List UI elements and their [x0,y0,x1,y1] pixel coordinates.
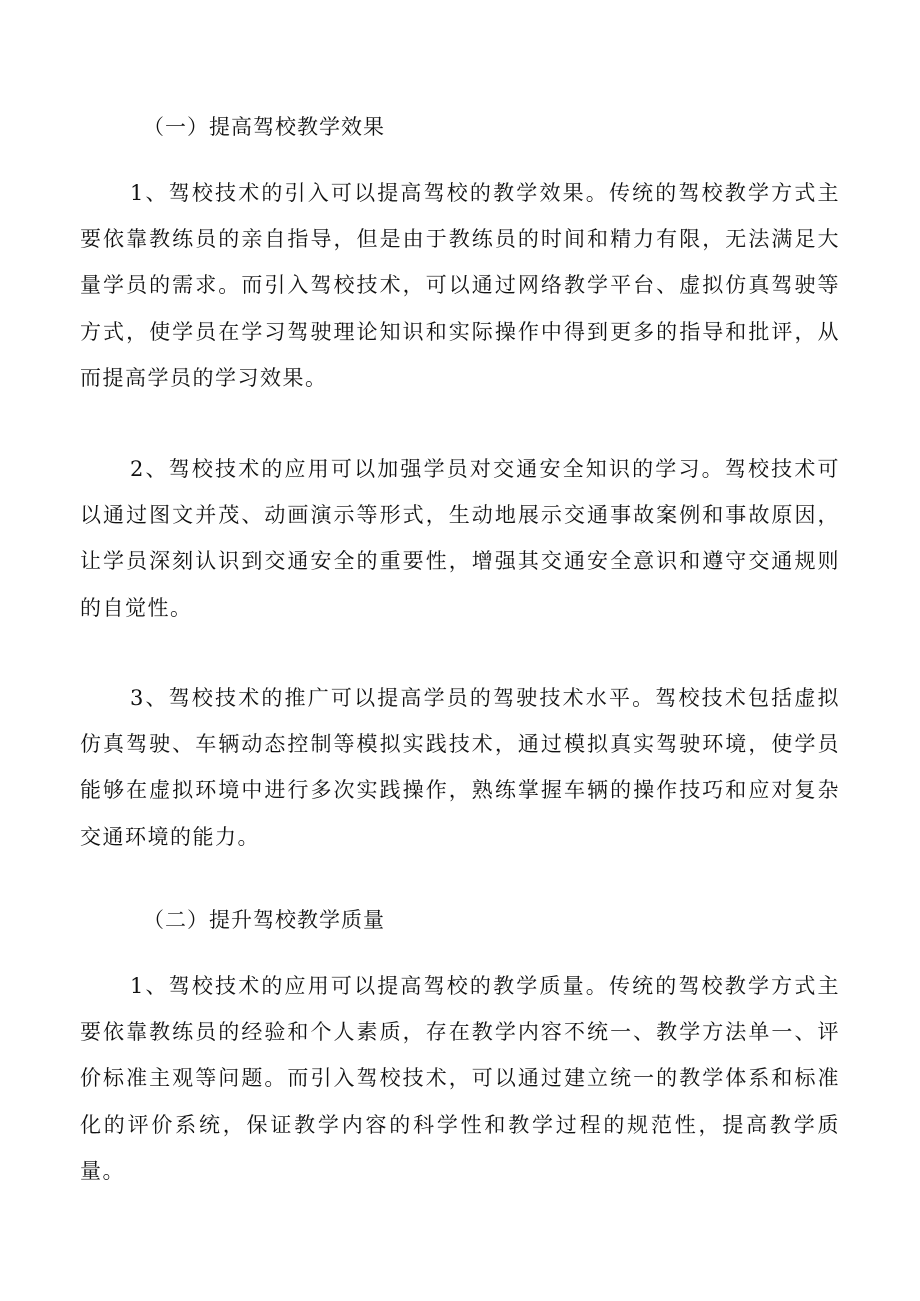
paragraph-4: 1、驾校技术的应用可以提高驾校的教学质量。传统的驾校教学方式主要依靠教练员的经验和个人素质，存在教学内容不统一、教学方法单一、评价标准主观等问题。而引入驾校技术，可以通过建立统一的教学体系和标准化的评价系统，保证教学内容的科学性和教学过程的规范性，提高教学质量。 [80,974,840,1183]
section-heading-1: （一）提高驾校教学效果 [143,115,385,139]
paragraph-1: 1、驾校技术的引入可以提高驾校的教学效果。传统的驾校教学方式主要依靠教练员的亲自指导，但是由于教练员的时间和精力有限，无法满足大量学员的需求。而引入驾校技术，可以通过网络教学平台、虚拟仿真驾驶等方式，使学员在学习驾驶理论知识和实际操作中得到更多的指导和批评，从而提高学员的学习效果。 [80,181,840,390]
section-heading-2: （二）提升驾校教学质量 [143,908,385,932]
paragraph-2: 2、驾校技术的应用可以加强学员对交通安全知识的学习。驾校技术可以通过图文并茂、动画演示等形式，生动地展示交通事故案例和事故原因，让学员深刻认识到交通安全的重要性，增强其交通安全意识和遵守交通规则的自觉性。 [80,457,840,620]
paragraph-3: 3、驾校技术的推广可以提高学员的驾驶技术水平。驾校技术包括虚拟仿真驾驶、车辆动态控制等模拟实践技术，通过模拟真实驾驶环境，使学员能够在虚拟环境中进行多次实践操作，熟练掌握车辆的操作技巧和应对复杂交通环境的能力。 [80,686,840,849]
